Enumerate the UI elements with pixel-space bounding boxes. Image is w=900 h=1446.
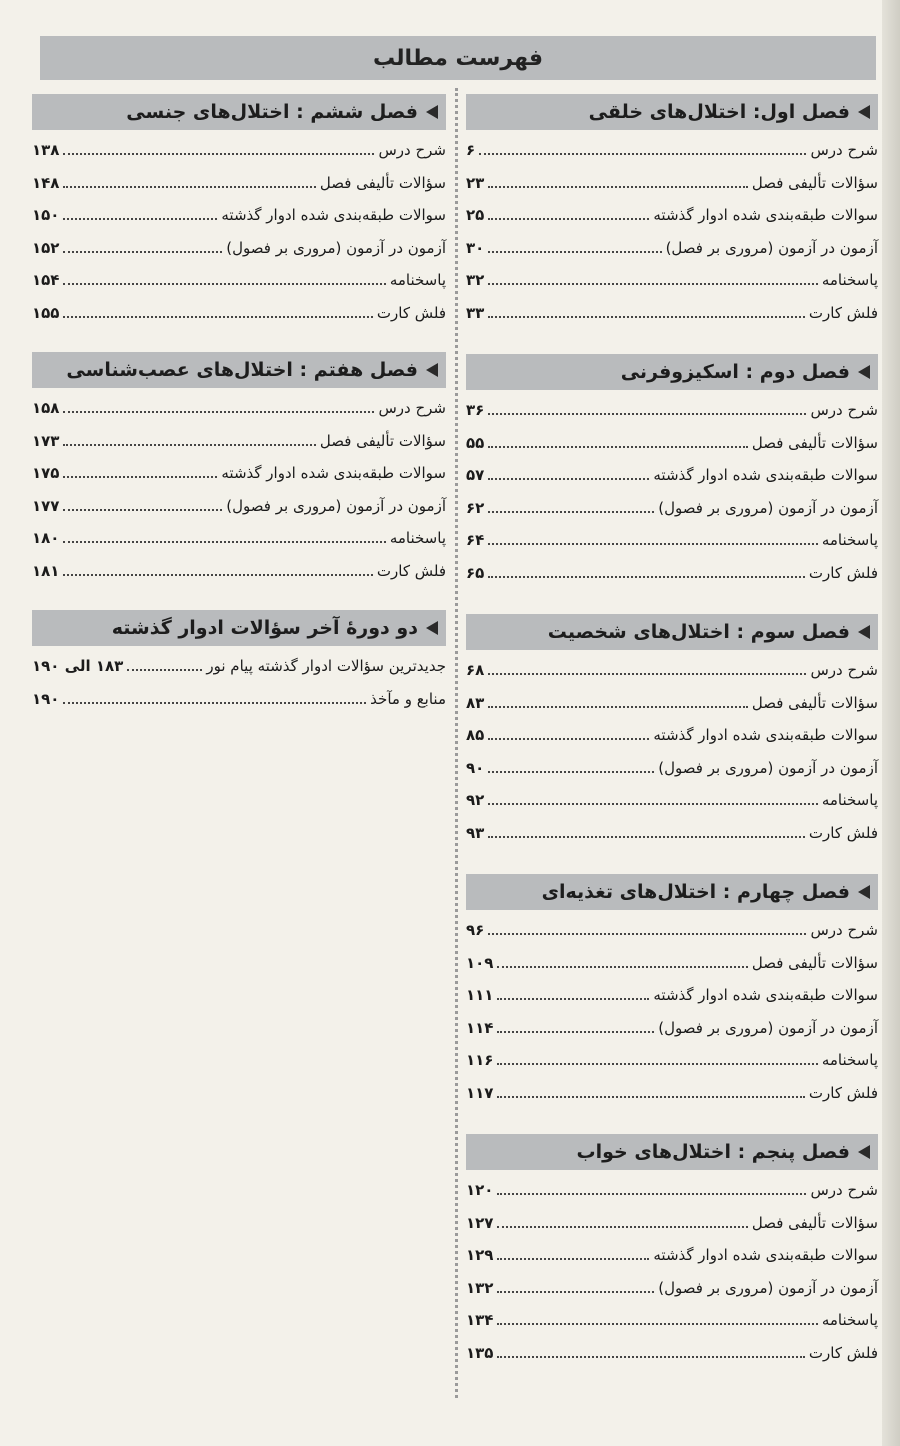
toc-entry[interactable] (466, 784, 878, 817)
dot-leader (497, 1096, 804, 1098)
toc-entry[interactable] (32, 134, 446, 167)
toc-entry[interactable] (466, 687, 878, 720)
toc-entry[interactable] (466, 719, 878, 752)
dot-leader (488, 251, 661, 253)
entry-label: سؤالات تألیفی فصل (751, 953, 878, 972)
entry-label: آزمون در آزمون (مروری بر فصل) (665, 238, 878, 257)
dot-leader (63, 444, 315, 446)
entry-label: آزمون در آزمون (مروری بر فصول) (658, 758, 878, 777)
arrow-icon (858, 885, 870, 899)
entry-page-number: ۱۰۹ (466, 953, 494, 972)
dot-leader (63, 702, 366, 704)
entry-label: شرح درس (810, 661, 878, 680)
entry-label: سوالات طبقه‌بندی شده ادوار گذشته (221, 464, 446, 483)
dot-leader (497, 966, 747, 968)
entry-label: شرح درس (810, 141, 878, 160)
toc-entry[interactable] (32, 392, 446, 425)
toc-entry[interactable] (466, 167, 878, 200)
entry-page-number: ۶۵ (466, 563, 485, 582)
page-edge (882, 0, 900, 1446)
entry-page-number: ۹۶ (466, 921, 485, 940)
toc-entry[interactable] (32, 199, 446, 232)
entry-page-number: ۳۰ (466, 238, 485, 257)
entry-page-number: ۱۵۲ (32, 238, 60, 257)
column-divider (455, 88, 458, 1398)
toc-entry[interactable] (466, 1304, 878, 1337)
dot-leader (488, 283, 818, 285)
chapter-section (32, 94, 446, 352)
toc-entry[interactable] (32, 425, 446, 458)
toc-entry[interactable] (466, 232, 878, 265)
entry-page-number: ۱۱۷ (466, 1083, 494, 1102)
chapter-heading-text: فصل سوم : اختلال‌های شخصیت (547, 621, 850, 643)
entry-page-number: ۸۳ (466, 693, 485, 712)
toc-entry[interactable] (466, 1207, 878, 1240)
dot-leader (63, 476, 217, 478)
entry-label: سوالات طبقه‌بندی شده ادوار گذشته (653, 206, 878, 225)
entry-page-number: ۱۱۴ (466, 1018, 494, 1037)
dot-leader (488, 576, 805, 578)
entry-label: سؤالات تألیفی فصل (319, 173, 446, 192)
entry-label: پاسخنامه (821, 1051, 878, 1070)
toc-entry[interactable] (466, 524, 878, 557)
entry-page-number: ۱۱۱ (466, 986, 494, 1005)
toc-entry[interactable] (466, 1337, 878, 1370)
entry-page-number: ۱۵۰ (32, 206, 60, 225)
entry-page-number: ۳۲ (466, 271, 485, 290)
dot-leader (63, 283, 385, 285)
entry-label: آزمون در آزمون (مروری بر فصول) (226, 238, 446, 257)
entry-label: سوالات طبقه‌بندی شده ادوار گذشته (653, 726, 878, 745)
entry-page-number: ۱۷۷ (32, 496, 60, 515)
entry-page-number: ۱۴۸ (32, 173, 60, 192)
entry-label: پاسخنامه (821, 791, 878, 810)
dot-leader (497, 1356, 804, 1358)
entry-label: شرح درس (378, 141, 446, 160)
entry-page-number: ۸۵ (466, 726, 485, 745)
entry-page-number: ۱۳۸ (32, 141, 60, 160)
entry-label: سؤالات تألیفی فصل (319, 431, 446, 450)
dot-leader (63, 316, 372, 318)
dot-leader (497, 1226, 747, 1228)
entry-page-number: ۶۸ (466, 661, 485, 680)
dot-leader (488, 478, 649, 480)
entry-list (466, 654, 878, 849)
dot-leader (497, 1323, 817, 1325)
dot-leader (479, 153, 806, 155)
entry-list (32, 650, 446, 715)
chapter-heading[interactable] (466, 94, 878, 130)
chapter-heading[interactable] (32, 352, 446, 388)
entry-page-number: ۱۸۱ (32, 561, 60, 580)
page-title: فهرست مطالب (40, 36, 876, 80)
entry-list (466, 1174, 878, 1369)
arrow-icon (858, 105, 870, 119)
toc-entry[interactable] (466, 1044, 878, 1077)
toc-entry[interactable] (466, 199, 878, 232)
chapter-section (466, 614, 878, 874)
arrow-icon (858, 365, 870, 379)
toc-entry[interactable] (466, 134, 878, 167)
toc-entry[interactable] (466, 1012, 878, 1045)
dot-leader (127, 669, 202, 671)
dot-leader (63, 153, 374, 155)
chapter-heading[interactable] (32, 610, 446, 646)
entry-page-number: ۱۵۵ (32, 303, 60, 322)
entry-label: پاسخنامه (821, 271, 878, 290)
toc-entry[interactable] (466, 1239, 878, 1272)
entry-label: سوالات طبقه‌بندی شده ادوار گذشته (653, 986, 878, 1005)
entry-list (466, 914, 878, 1109)
toc-entry[interactable] (466, 1077, 878, 1110)
entry-page-number: ۱۵۸ (32, 399, 60, 418)
entry-label: شرح درس (810, 401, 878, 420)
toc-entry[interactable] (32, 683, 446, 716)
chapter-heading-text: فصل چهارم : اختلال‌های تغذیه‌ای (541, 881, 850, 903)
dot-leader (488, 446, 748, 448)
entry-page-number: ۱۳۵ (466, 1343, 494, 1362)
dot-leader (497, 1258, 649, 1260)
entry-label: فلش کارت (808, 303, 878, 322)
entry-label: پاسخنامه (821, 1311, 878, 1330)
entry-page-number: ۱۲۷ (466, 1213, 494, 1232)
chapter-heading[interactable] (32, 94, 446, 130)
entry-label: سؤالات تألیفی فصل (751, 173, 878, 192)
toc-entry[interactable] (32, 490, 446, 523)
entry-label: منابع و مآخذ (370, 689, 446, 708)
entry-page-number: ۹۰ (466, 758, 485, 777)
dot-leader (497, 1193, 806, 1195)
chapter-heading-text: فصل هفتم : اختلال‌های عصب‌شناسی (66, 359, 418, 381)
dot-leader (488, 543, 818, 545)
toc-entry[interactable] (466, 914, 878, 947)
entry-page-number: ۱۳۲ (466, 1278, 494, 1297)
toc-entry[interactable] (466, 459, 878, 492)
arrow-icon (426, 105, 438, 119)
dot-leader (497, 1031, 654, 1033)
toc-entry[interactable] (466, 1272, 878, 1305)
arrow-icon (858, 1145, 870, 1159)
chapter-heading[interactable] (466, 614, 878, 650)
entry-label: سؤالات تألیفی فصل (751, 433, 878, 452)
arrow-icon (426, 363, 438, 377)
dot-leader (488, 803, 818, 805)
entry-label: پاسخنامه (821, 531, 878, 550)
entry-page-number: ۵۵ (466, 433, 485, 452)
toc-entry[interactable] (466, 264, 878, 297)
entry-label: آزمون در آزمون (مروری بر فصول) (658, 498, 878, 517)
entry-label: فلش کارت (808, 1343, 878, 1362)
entry-label: فلش کارت (808, 823, 878, 842)
dot-leader (497, 1291, 654, 1293)
chapter-heading-text: فصل پنجم : اختلال‌های خواب (576, 1141, 850, 1163)
entry-page-number: ۱۲۹ (466, 1246, 494, 1265)
entry-page-number: ۱۳۴ (466, 1311, 494, 1330)
toc-column-left (32, 94, 446, 868)
toc-entry[interactable] (466, 654, 878, 687)
entry-page-number: ۵۷ (466, 466, 485, 485)
toc-entry[interactable] (466, 947, 878, 980)
toc-entry[interactable] (466, 817, 878, 850)
chapter-heading[interactable] (466, 1134, 878, 1170)
toc-entry[interactable] (32, 264, 446, 297)
dot-leader (497, 1063, 817, 1065)
entry-label: شرح درس (378, 399, 446, 418)
chapter-section (32, 352, 446, 610)
toc-entry[interactable] (32, 555, 446, 588)
entry-label: پاسخنامه (389, 271, 446, 290)
entry-page-number: ۶۲ (466, 498, 485, 517)
entry-page-number: ۹۲ (466, 791, 485, 810)
toc-entry[interactable] (32, 522, 446, 555)
entry-page-number: ۹۳ (466, 823, 485, 842)
chapter-section (466, 874, 878, 1134)
chapter-section (466, 1134, 878, 1394)
dot-leader (488, 186, 748, 188)
entry-page-number: ۱۸۳ الی ۱۹۰ (32, 657, 124, 676)
chapter-section (466, 354, 878, 614)
chapter-heading[interactable] (466, 354, 878, 390)
entry-page-number: ۱۲۰ (466, 1181, 494, 1200)
entry-list (466, 394, 878, 589)
chapter-heading-text: دو دورهٔ آخر سؤالات ادوار گذشته (111, 617, 418, 639)
dot-leader (488, 511, 654, 513)
toc-entry[interactable] (466, 297, 878, 330)
toc-entry[interactable] (466, 427, 878, 460)
toc-entry[interactable] (466, 1174, 878, 1207)
dot-leader (63, 509, 222, 511)
dot-leader (63, 251, 222, 253)
entry-label: شرح درس (810, 921, 878, 940)
entry-label: شرح درس (810, 1181, 878, 1200)
entry-label: آزمون در آزمون (مروری بر فصول) (658, 1018, 878, 1037)
entry-list (466, 134, 878, 329)
toc-entry[interactable] (466, 752, 878, 785)
entry-list (32, 134, 446, 329)
entry-label: آزمون در آزمون (مروری بر فصول) (658, 1278, 878, 1297)
entry-label: فلش کارت (376, 303, 446, 322)
arrow-icon (858, 625, 870, 639)
dot-leader (63, 411, 374, 413)
chapter-heading-text: فصل اول: اختلال‌های خلقی (588, 101, 850, 123)
dot-leader (63, 186, 315, 188)
dot-leader (63, 218, 217, 220)
dot-leader (63, 574, 372, 576)
entry-page-number: ۱۷۵ (32, 464, 60, 483)
entry-page-number: ۲۳ (466, 173, 485, 192)
toc-entry[interactable] (32, 650, 446, 683)
entry-page-number: ۱۷۳ (32, 431, 60, 450)
entry-page-number: ۶ (466, 141, 476, 160)
toc-entry[interactable] (32, 297, 446, 330)
toc-entry[interactable] (466, 979, 878, 1012)
toc-entry[interactable] (466, 394, 878, 427)
toc-entry[interactable] (466, 557, 878, 590)
toc-entry[interactable] (466, 492, 878, 525)
dot-leader (488, 933, 806, 935)
toc-entry[interactable] (32, 232, 446, 265)
dot-leader (497, 998, 649, 1000)
dot-leader (488, 413, 806, 415)
entry-page-number: ۳۳ (466, 303, 485, 322)
chapter-heading-text: فصل ششم : اختلال‌های جنسی (126, 101, 418, 123)
entry-list (32, 392, 446, 587)
entry-page-number: ۶۴ (466, 531, 485, 550)
entry-page-number: ۱۵۴ (32, 271, 60, 290)
dot-leader (63, 541, 385, 543)
entry-page-number: ۱۸۰ (32, 529, 60, 548)
chapter-heading-text: فصل دوم : اسکیزوفرنی (620, 361, 850, 383)
chapter-section (32, 610, 446, 868)
entry-page-number: ۱۱۶ (466, 1051, 494, 1070)
chapter-heading[interactable] (466, 874, 878, 910)
entry-label: فلش کارت (808, 563, 878, 582)
chapter-section (466, 94, 878, 354)
dot-leader (488, 738, 649, 740)
dot-leader (488, 771, 654, 773)
entry-label: سؤالات تألیفی فصل (751, 693, 878, 712)
arrow-icon (426, 621, 438, 635)
dot-leader (488, 316, 805, 318)
entry-label: سؤالات تألیفی فصل (751, 1213, 878, 1232)
dot-leader (488, 218, 649, 220)
toc-column-right (466, 94, 878, 1394)
entry-label: آزمون در آزمون (مروری بر فصول) (226, 496, 446, 515)
entry-page-number: ۳۶ (466, 401, 485, 420)
dot-leader (488, 706, 748, 708)
toc-entry[interactable] (32, 457, 446, 490)
dot-leader (488, 836, 805, 838)
entry-label: فلش کارت (808, 1083, 878, 1102)
dot-leader (488, 673, 806, 675)
entry-page-number: ۱۹۰ (32, 689, 60, 708)
entry-label: سوالات طبقه‌بندی شده ادوار گذشته (653, 466, 878, 485)
entry-label: جدیدترین سؤالات ادوار گذشته پیام نور (206, 657, 446, 676)
toc-entry[interactable] (32, 167, 446, 200)
entry-label: فلش کارت (376, 561, 446, 580)
entry-label: پاسخنامه (389, 529, 446, 548)
entry-label: سوالات طبقه‌بندی شده ادوار گذشته (221, 206, 446, 225)
entry-page-number: ۲۵ (466, 206, 485, 225)
entry-label: سوالات طبقه‌بندی شده ادوار گذشته (653, 1246, 878, 1265)
